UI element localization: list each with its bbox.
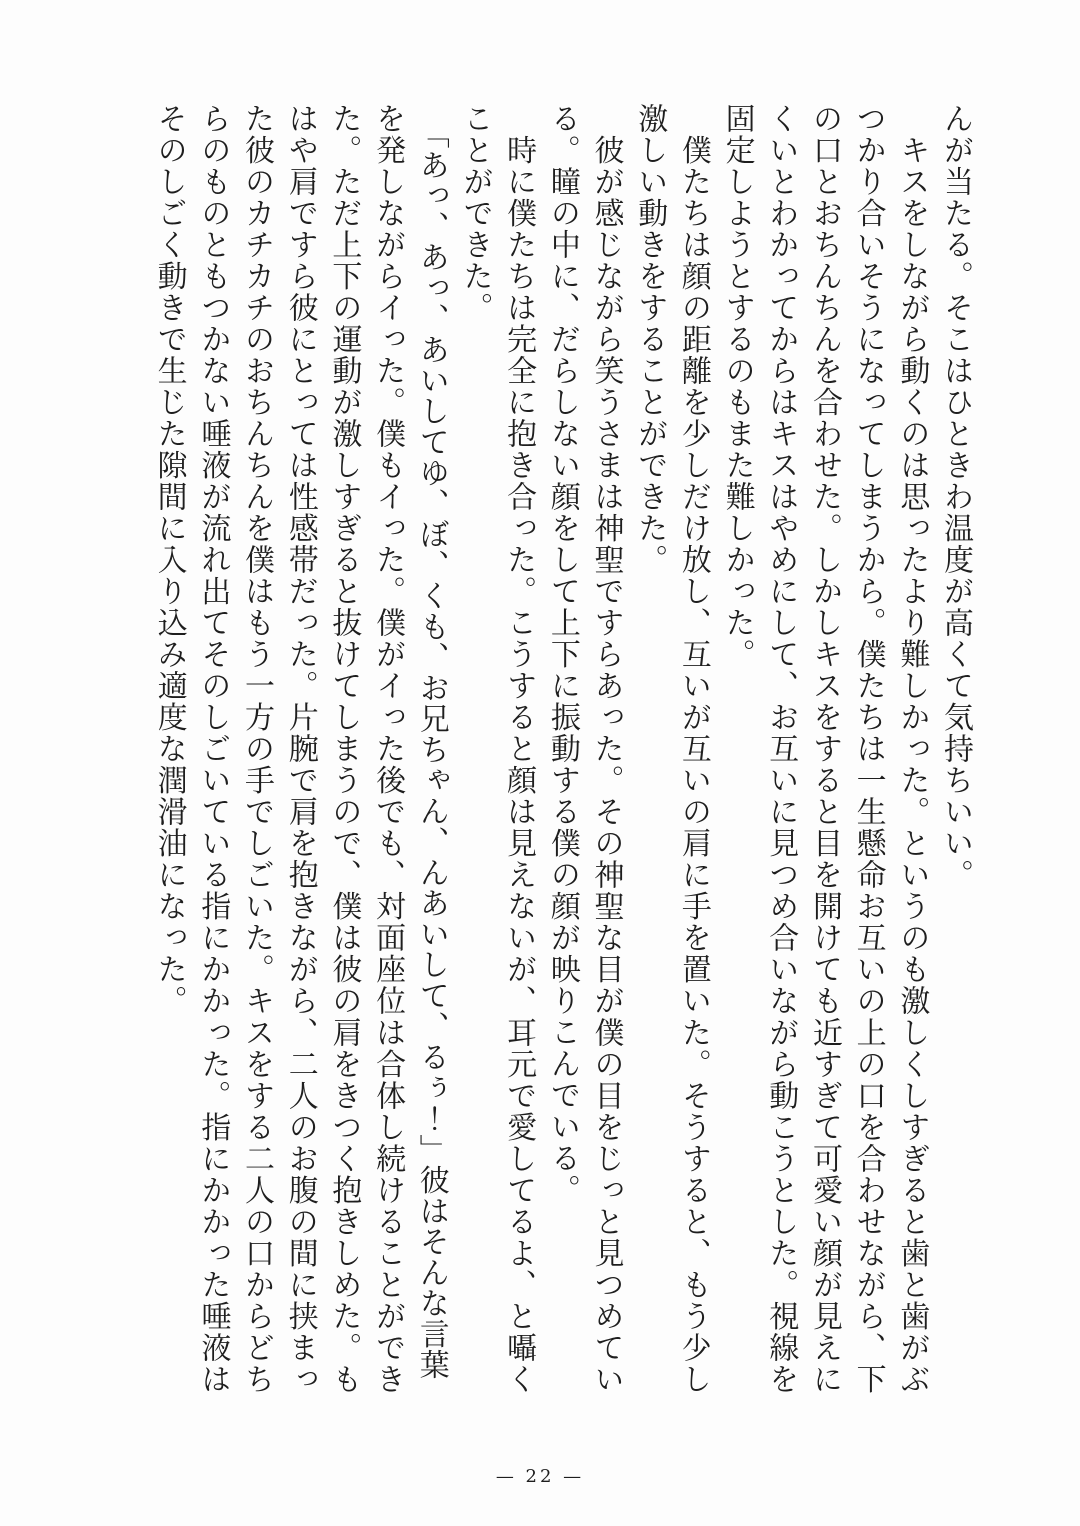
text-column: キスをしながら動くのは思ったより難しかった。というのも激しくしすぎると歯と歯がぶ	[894, 103, 930, 1395]
text-column: を発しながらイった。僕もイった。僕がイった後でも、対面座位は合体し続けることができ	[370, 103, 406, 1395]
text-column: 固定しようとするのもまた難しかった。	[719, 103, 755, 670]
text-column: 「あっ、あっ、あいしてゆ、ぼ、くも、お兄ちゃん、んあいして、るぅ！」彼はそんな言葉	[413, 103, 449, 1380]
text-column: 僕たちは顔の距離を少しだけ放し、互いが互いの肩に手を置いた。そうすると、もう少し	[675, 103, 711, 1395]
text-column: た彼のカチカチのおちんちんを僕はもう一方の手でしごいた。キスをする二人の口からどち	[239, 103, 274, 1395]
text-column: た。ただ上下の運動が激しすぎると抜けてしまうので、僕は彼の肩をきつく抱きしめた。も	[326, 103, 362, 1395]
text-column: る。瞳の中に、だらしない顔をして上下に振動する僕の顔が映りこんでいる。	[544, 103, 580, 1206]
text-column: らのものともつかない唾液が流れ出てそのしごいている指にかかった。指にかかった唾液は	[195, 103, 231, 1395]
text-column: んが当たる。そこはひときわ温度が高くて気持ちいい。	[938, 103, 973, 891]
text-column: そのしごく動きで生じた隙間に入り込み適度な潤滑油になった。	[151, 103, 187, 1017]
text-column: つかり合いそうになってしまうから。僕たちは一生懸命お互いの上の口を合わせながら、下	[850, 103, 886, 1395]
text-column: 時に僕たちは完全に抱き合った。こうすると顔は見えないが、耳元で愛してるよ、と囁く	[501, 103, 537, 1395]
page-number: — 22 —	[495, 1466, 585, 1487]
body-text	[146, 103, 977, 1433]
text-column: の口とおちんちんを合わせた。しかしキスをすると目を開けても近すぎて可愛い顔が見えに	[806, 103, 842, 1396]
text-column: はや肩ですら彼にとっては性感帯だった。片腕で肩を抱きながら、二人のお腹の間に挟まっ	[282, 103, 318, 1395]
text-column: ことができた。	[457, 103, 493, 324]
text-column: くいとわかってからはキスはやめにして、お互いに見つめ合いながら動こうとした。視線を	[763, 103, 799, 1395]
text-column: 彼が感じながら笑うさまは神聖ですらあった。その神聖な目が僕の目をじっと見つめてい	[588, 103, 624, 1395]
text-column: 激しい動きをすることができた。	[632, 103, 668, 576]
